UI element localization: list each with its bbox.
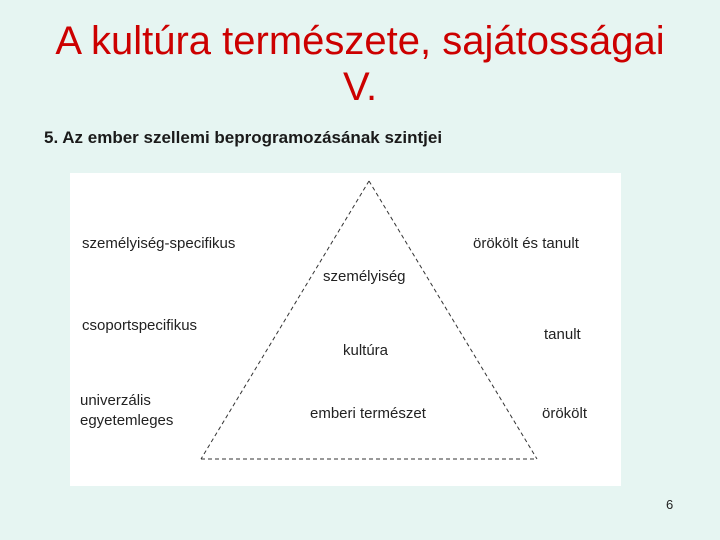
page-number: 6 [666,497,674,512]
right-label-learned: tanult [544,326,581,343]
right-label-inherited: örökölt [542,405,588,422]
left-label-group-specific: csoportspecifikus [82,317,198,334]
slide-subtitle: 5. Az ember szellemi beprogramozásának szintjei [44,128,443,147]
pyramid-diagram [70,173,621,486]
inner-label-culture: kultúra [343,342,389,359]
inner-label-personality: személyiség [323,268,406,285]
left-label-personality-specific: személyiség-specifikus [82,235,236,252]
slide-title [0,18,720,110]
slide-title-line1: A kultúra természete, sajátosságai [55,19,665,63]
left-label-universal: univerzális [80,392,151,409]
left-label-general: egyetemleges [80,412,174,429]
inner-label-human-nature: emberi természet [310,405,426,422]
right-label-inherited-and-learned: örökölt és tanult [473,235,579,252]
slide-title-line2: V. [342,65,378,109]
